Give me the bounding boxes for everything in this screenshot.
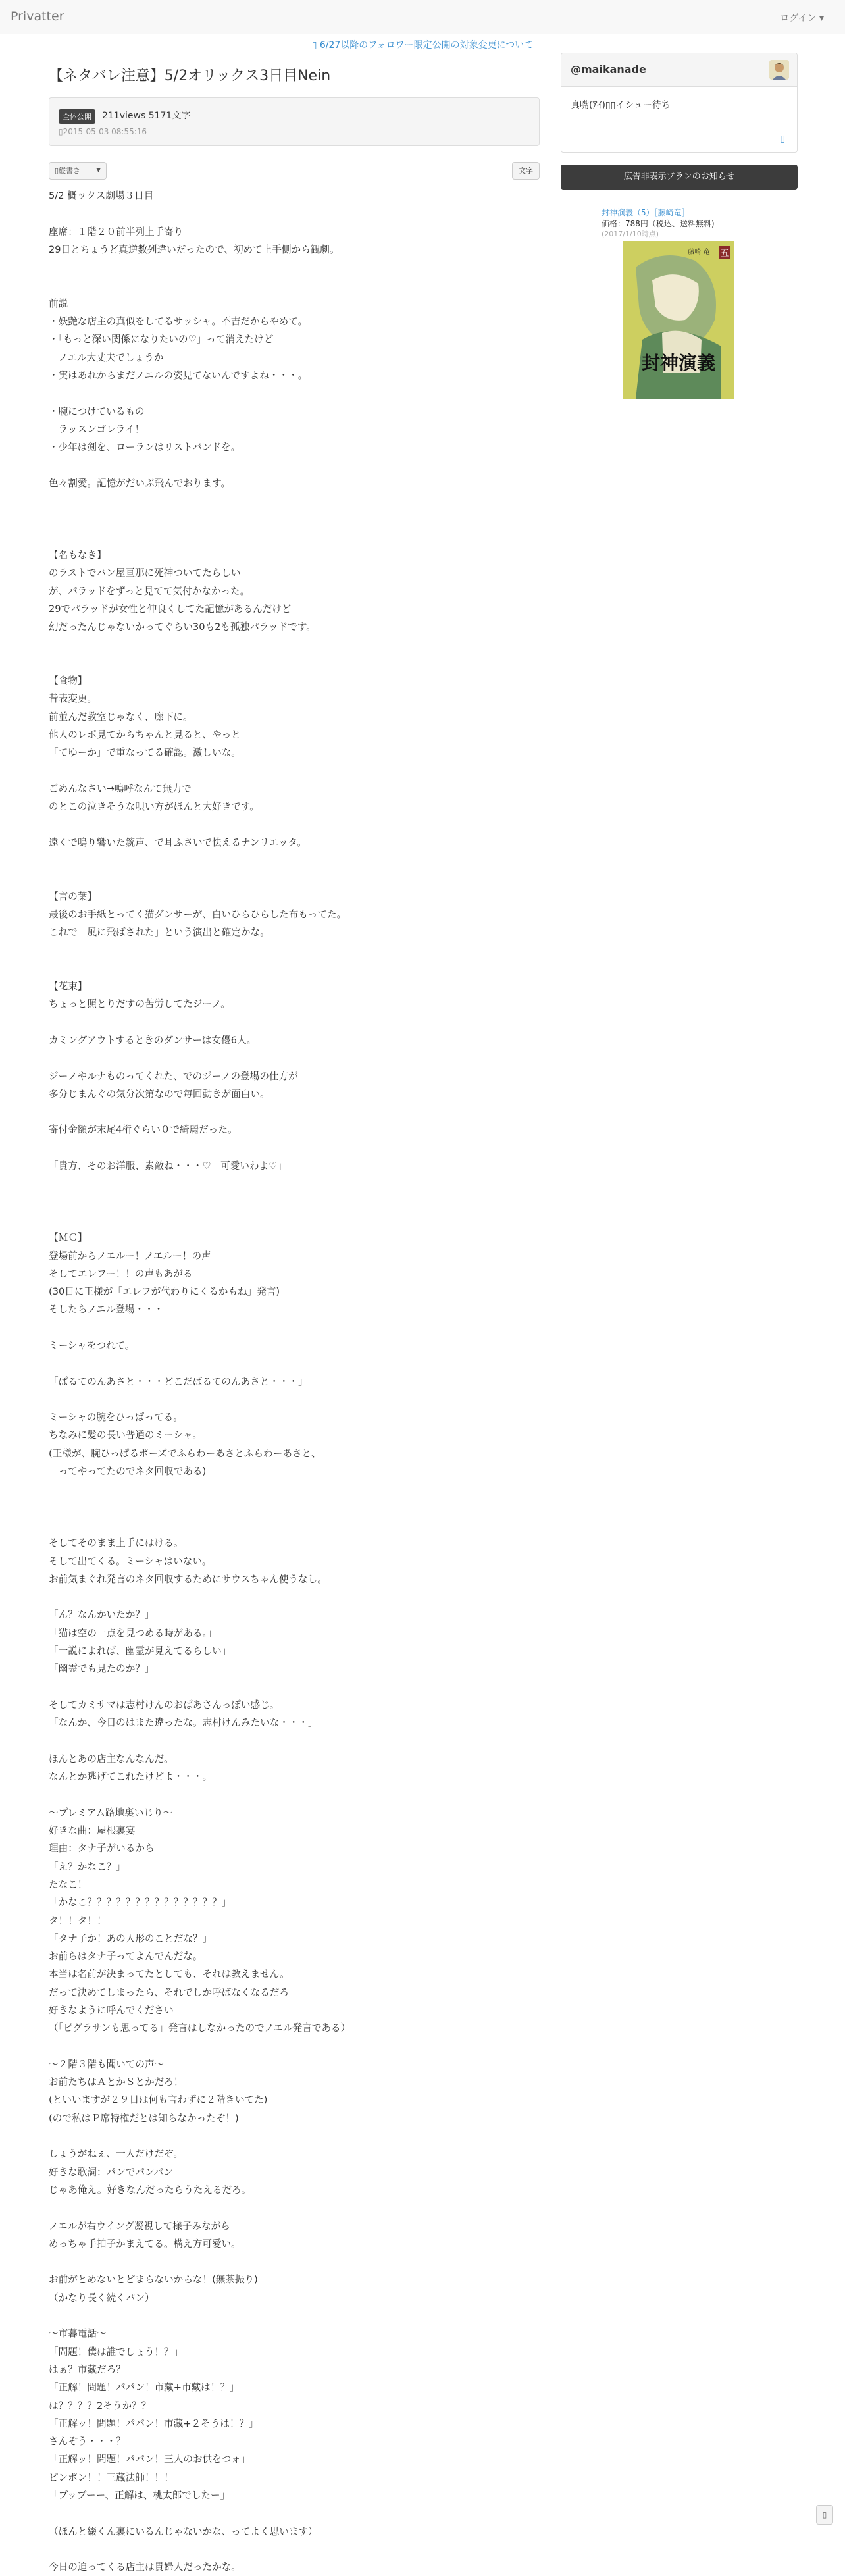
login-dropdown[interactable]: ログイン ▾: [780, 13, 824, 24]
author-handle[interactable]: @maikanade: [571, 63, 646, 76]
author-panel: [561, 53, 798, 153]
vertical-writing-label: ▯縦書き: [55, 167, 81, 175]
vertical-writing-button[interactable]: [49, 162, 107, 180]
book-cover-image[interactable]: [623, 241, 734, 399]
author-panel-header: [561, 53, 797, 87]
post-title: 【ネタバレ注意】5/2オリックス3日目Nein: [49, 68, 331, 84]
book-title-link[interactable]: 封神演義（5）［藤崎竜］: [602, 208, 690, 217]
brand-logo[interactable]: Privatter: [11, 9, 64, 24]
post-date: ▯2015-05-03 08:55:16: [59, 127, 147, 136]
cover-author: 藤崎 竜: [688, 249, 710, 256]
post-meta-box: [49, 97, 540, 146]
cover-volume: 五: [720, 249, 729, 259]
caret-down-icon: ▼: [96, 167, 101, 174]
external-link-icon[interactable]: ▯: [780, 134, 785, 144]
book-price-date: (2017/1/10時点): [602, 230, 659, 238]
views-count: 211views 5171文字: [102, 111, 191, 121]
avatar[interactable]: [769, 60, 789, 80]
post-body: 5/2 概ックス劇場３日目 座席：１階２０前半列上手寄り 29日とちょうど真逆数列違いだったので、初めて上手側から観劇。 前説 ・妖艶な店主の真似をしてるサッシャ。不吉だからやめて。 ・「もっと深い関係になりたいの♡」って消えたけど ノエル大丈夫でしょうか ・実はあれからまだノエルの姿見てないんですよね・・・。 ・腕につけているもの ラッスンゴレライ！ ・少年は剣を、ローランはリストバンドを。 色々割愛。記憶がだいぶ飛んでおります。 【名もなき】 のラストでパン屋亘那に死神ついてたらしい が、パラッドをずっと見てて気付かなかった。 29でパラッドが女性と仲良くしてた記憶があるんだけど 幻だったんじゃないかってぐらい30も2も孤独パラッドです。 【食物】 昔表変更。 前並んだ教室じゃなく、廊下に。 他人のレポ見てからちゃんと見ると、やっと 「てゆーか」で重なってる確認。激しいな。 ごめんなさい→鳴呼なんて無力で のとこの泣きそうな唄い方がほんと大好きです。 遠くで鳴り響いた銃声、で耳ふさいで怯えるナンリエッタ。 【言の葉】 最後のお手紙とってく猫ダンサーが、白いひらひらした布もってた。 これで「風に飛ばされた」という演出と確定かな。 【花束】 ちょっと照とりだすの苦労してたジーノ。 カミングアウトするときのダンサーは女優6人。 ジーノやルナものってくれた、でのジーノの登場の仕方が 多分じまんぐの気分次第なので毎回動きが面白い。 寄付金額が末尾4桁ぐらい０で綺麗だった。 「貴方、そのお洋服、素敵ね・・・♡ 可愛いわよ♡」 【ＭＣ】 登場前からノエルー！ノエルー！の声 そしてエレフー！！の声もあがる (30日に王様が「エレフが代わりにくるかもね」発言) そしたらノエル登場・・・ ミーシャをつれて。 「ぱるてのんあさと・・・どこだばるてのんあさと・・・」 ミーシャの腕をひっぱってる。 ちなみに髪の長い普通のミーシャ。 (王様が、腕ひっぱるポーズでふらわーあさとふらわーあさと、 ってやってたのでネタ回収である) そしてそのまま上手にはける。 そして出てくる。ミーシャはいない。 お前気まぐれ発言のネタ回収するためにサウスちゃん使うなし。 「ん？なんかいたか？」 「猫は空の一点を見つめる時がある。」 「一説によれば、幽霊が見えてるらしい」 「幽霊でも見たのか？」 そしてカミサマは志村けんのおばあさんっぽい感じ。 「なんか、今日のはまた違ったな。志村けんみたいな・・・」 ほんとあの店主なんなんだ。 なんとか逃げてこれたけどよ・・・。 〜プレミアム路地裏いじり〜 好きな曲：屋根裏宴 理由：タナ子がいるから 「え？かなこ？」 たなこ！ 「かなこ？？？？？？？？？？？？？？」 タ！！タ！！ 「タナ子か！あの人形のことだな？」 お前らはタナ子ってよんでんだな。 本当は名前が決まってたとしても、それは教えません。 だって決めてしまったら、それでしか呼ばなくなるだろ 好きなように呼んでください （「ビグラサンも思ってる」発言はしなかったのでノエル発言である） 〜２階３階も聞いての声〜 お前たちはＡとかＳとかだろ！ (といいますが２９日は何も言わずに２階きいてた) (ので私はＰ席特権だとは知らなかったぞ！) しょうがねぇ、一人だけだぞ。 好きな歌詞：パンでパンパン じゃあ俺え。好きなんだったらうたえるだろ。 ノエルが右ウイング凝視して様子みながら めっちゃ手拍子かまえてる。構え方可愛い。 お前がとめないとどまらないからな！(無茶振り) （かなり長く続くパン） 〜市暮電話〜 「問題！僕は誰でしょう！？」 はぁ？市藏だろ？ 「正解！問題！パパン！市藏+市藏は！？」 は？？？？2そうか？？ 「正解ッ！問題！パパン！市藏+２そうは！？」 さんぞう・・・？ 「正解ッ！問題！パパン！三人のお供をつォ」 ピンポン！！三蔵法師！！！ 「ブッブーー、正解は、桃太郎でしたー」 （ほんと綴くん裏にいるんじゃないかな、ってよく思います） 今日の迫ってくる店主は貴婦人だったかな。: [49, 190, 351, 2573]
top-navbar: [0, 0, 845, 34]
book-price: 価格：788円（税込、送料無料): [602, 219, 715, 228]
author-bio: 真嘴(ｱｲ)▯▯イシュー待ち: [571, 100, 671, 111]
scroll-to-top-button[interactable]: ▯: [816, 2505, 833, 2525]
announcement-link[interactable]: ▯ 6/27以降のフォロワー限定公開の対象変更について: [311, 40, 534, 51]
ad-free-plan-button[interactable]: 広告非表示プランのお知らせ: [561, 165, 798, 190]
font-size-button[interactable]: 文字: [512, 162, 540, 180]
visibility-badge: 全体公開: [59, 109, 95, 124]
cover-title: 封神演義: [641, 352, 716, 374]
